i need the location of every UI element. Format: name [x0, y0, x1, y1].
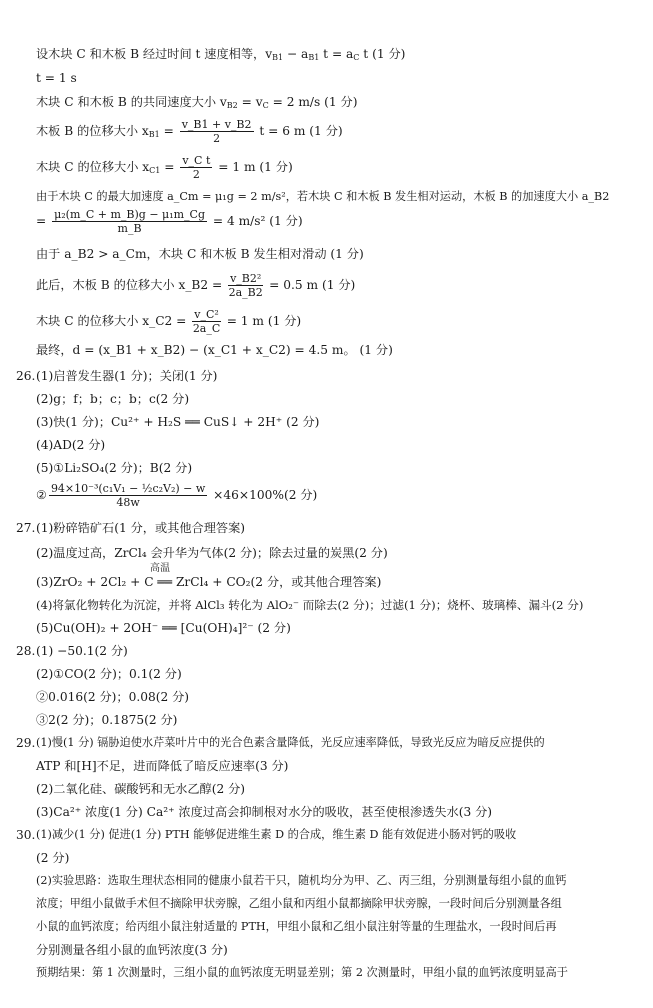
equation-line: 木块 C 的位移大小 $x_{C1}$ = $\frac{\text{v\_C t}}{2}$ = 1 m (1 分): [36, 154, 293, 181]
fraction: $\frac{\text{v\_C t}}{2}$: [182, 154, 211, 181]
fraction: $\frac{v\_B1 + v\_B2}{2}$: [181, 118, 252, 145]
question-number: 30.: [16, 828, 36, 842]
question-number: 26.: [16, 369, 36, 383]
answer-line: ③2(2 分)；0.1875(2 分): [36, 713, 178, 727]
text-line: 由于 a_B2 > a_Cm，木块 C 和木板 B 发生相对滑动 (1 分): [36, 247, 364, 261]
answer-line: ②0.016(2 分)；0.08(2 分): [36, 690, 190, 704]
answer-line: (4)将氯化物转化为沉淀，并将 AlCl₃ 转化为 AlO₂⁻ 而除去(2 分)；过滤(1 分)；烧杯、玻璃棒、漏斗(2 分): [36, 598, 584, 612]
answer-line: (2 分): [36, 851, 70, 865]
answer-line: 分别测量各组小鼠的血钙浓度(3 分): [36, 943, 228, 957]
equation-line: ② $\frac{\text{94×10⁻³(c₁V₁ − ½c₂V₂) − w}}{48w}$ ×46×100%(2 分): [36, 482, 318, 509]
answer-line: (4)AD(2 分): [36, 438, 106, 452]
answer-line: ATP 和[H]不足，进而降低了暗反应速率(3 分): [36, 759, 289, 773]
answer-line: (2)g；f；b；c；b；c(2 分): [36, 392, 190, 406]
answer-line: (5)Cu(OH)₂ + 2OH⁻ ══ [Cu(OH)₄]²⁻ (2 分): [36, 621, 291, 635]
answer-line: (5)①Li₂SO₄(2 分)；B(2 分): [36, 461, 193, 475]
answer-line: 浓度；甲组小鼠做手术但不摘除甲状旁腺，乙组小鼠和丙组小鼠都摘除甲状旁腺，一段时间后分别测量各组: [36, 897, 562, 910]
fraction: $\frac{\text{v\_C²}}{2a\_C}$: [192, 308, 221, 335]
reaction-condition: 高温: [150, 563, 170, 574]
answer-line: (2)二氧化硅、碳酸钙和无水乙醇(2 分): [36, 782, 246, 796]
answer-line: (1)慢(1 分) 镉胁迫使水芹菜叶片中的光合色素含量降低，光反应速率降低，导致光反应为暗反应提供的: [36, 736, 545, 749]
answer-line: (2)①CO(2 分)；0.1(2 分): [36, 667, 182, 681]
fraction: $\frac{\text{μ₂(m\_C + m\_B)g − μ₁m\_Cg}}{m\_B}$: [54, 208, 206, 235]
answer-line: 预期结果：第 1 次测量时，三组小鼠的血钙浓度无明显差别；第 2 次测量时，甲组小鼠的血钙浓度明显高于: [36, 966, 568, 979]
text-line: 由于木块 C 的最大加速度 a_Cm = μ₁g = 2 m/s²，若木块 C 和木板 B 发生相对运动，木板 B 的加速度大小 a_B2: [36, 190, 610, 203]
text-line: 木块 C 和木板 B 的共同速度大小 $v_{B2} = v_C = 2$ m/s (1 分): [36, 95, 358, 110]
answer-line: (3)快(1 分)；Cu²⁺ + H₂S ══ CuS↓ + 2H⁺ (2 分): [36, 415, 320, 429]
answer-line: (3)Ca²⁺ 浓度(1 分) Ca²⁺ 浓度过高会抑制根对水分的吸收，甚至使根渗透失水(3 分): [36, 805, 493, 819]
fraction: $\frac{\text{94×10⁻³(c₁V₁ − ½c₂V₂) − w}}{48w}$: [50, 482, 206, 509]
question-number: 29.: [16, 736, 36, 750]
fraction: $\frac{\text{v\_B2²}}{2a\_B2}$: [228, 272, 263, 299]
equation-line: = $\frac{\text{μ₂(m\_C + m\_B)g − μ₁m\_Cg}}{m\_B}$ = 4 m/s² (1 分): [36, 208, 303, 235]
answer-line: (1)粉碎锆矿石(1 分，或其他合理答案): [36, 521, 246, 535]
equation-line: 木板 B 的位移大小 $x_{B1}$ = $\frac{v\_B1 + v\_B2}{2}$ t = 6 m (1 分): [36, 118, 343, 145]
question-number: 27.: [16, 521, 36, 535]
answer-line: (1)启普发生器(1 分)；关闭(1 分): [36, 369, 218, 383]
text-line: t = 1 s: [36, 71, 77, 85]
equation-line: 木块 C 的位移大小 x_C2 = $\frac{\text{v\_C²}}{2a\_C}$ = 1 m (1 分): [36, 308, 302, 335]
answer-line: (1)减少(1 分) 促进(1 分) PTH 能够促进维生素 D 的合成，维生素 D 能有效促进小肠对钙的吸收: [36, 828, 517, 841]
answer-line: (3)ZrO₂ + 2Cl₂ + C ══ ZrCl₄ + CO₂(2 分，或其他合理答案): [36, 575, 382, 589]
answer-line: (2)实验思路：选取生理状态相同的健康小鼠若干只，随机均分为甲、乙、丙三组，分别测量每组小鼠的血钙: [36, 874, 567, 887]
answer-line: (1) −50.1(2 分): [36, 644, 128, 658]
text-line: 最终，d = (x_B1 + x_B2) − (x_C1 + x_C2) = 4.5 m。 (1 分): [36, 343, 393, 357]
equation-line: 此后，木板 B 的位移大小 x_B2 = $\frac{\text{v\_B2²}}{2a\_B2}$ = 0.5 m (1 分): [36, 272, 356, 299]
text-line: 设木块 C 和木板 B 经过时间 t 速度相等，$v_{B1} - a_{B1}$ $t = a_C$ t (1 分): [36, 47, 406, 62]
question-number: 28.: [16, 644, 36, 658]
answer-line: (2)温度过高，ZrCl₄ 会升华为气体(2 分)；除去过量的炭黑(2 分): [36, 546, 388, 560]
answer-line: 小鼠的血钙浓度；给丙组小鼠注射适量的 PTH，甲组小鼠和乙组小鼠注射等量的生理盐水，一段时间后再: [36, 920, 557, 933]
